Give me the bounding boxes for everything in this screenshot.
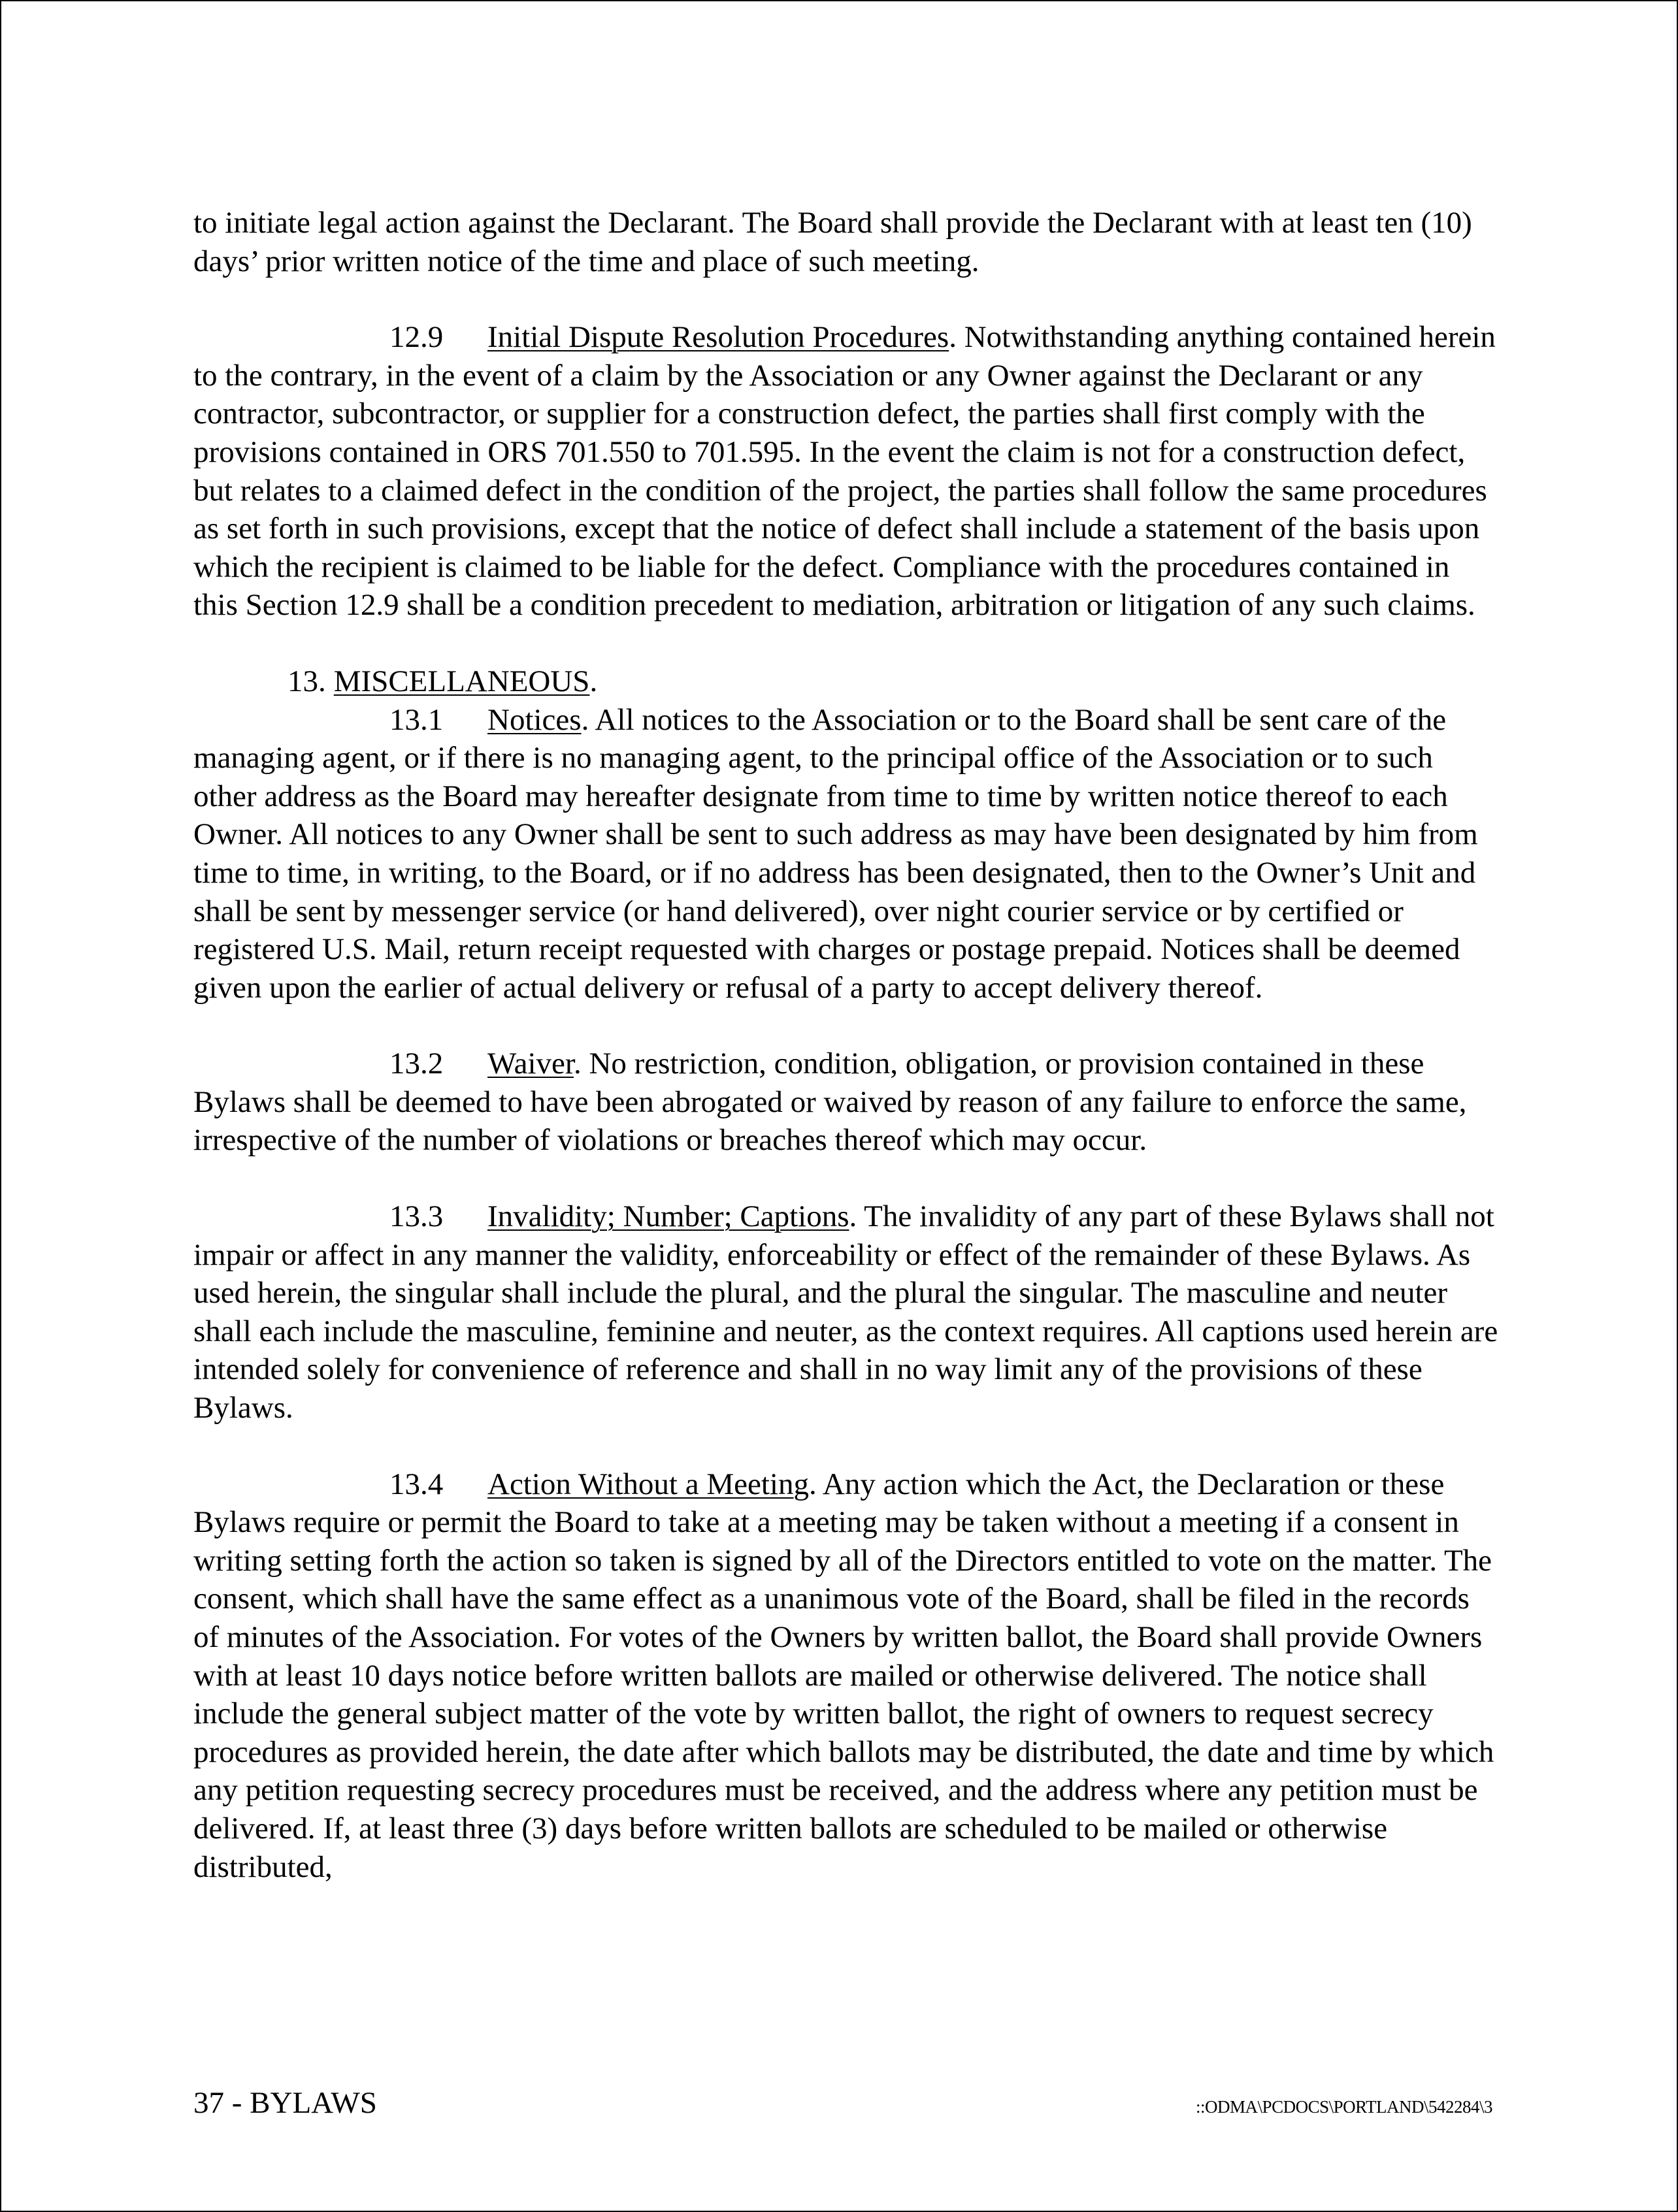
paragraph-continuation: to initiate legal action against the Declarant. The Board shall provide the Declarant with at least ten (10) days’ prior written notice of the time and place of such meeting.	[193, 206, 1472, 278]
section-number: 13.4	[389, 1467, 444, 1501]
section-12-9	[193, 318, 1500, 625]
section-text: . Notwithstanding anything contained herein to the contrary, in the event of a claim by the Association or any Owner against the Declarant or any contractor, subcontractor, or supplier for a construction defect, the parties shall first comply with the provisions contained in ORS 701.550 to 701.595. In the event the claim is not for a construction defect, but relates to a claimed defect in the condition of the project, the parties shall follow the same procedures as set forth in such provisions, except that the notice of defect shall include a statement of the basis upon which the recipient is claimed to be liable for the defect. Compliance with the procedures contained in this Section 12.9 shall be a condition precedent to mediation, arbitration or litigation of any such claims.	[193, 320, 1496, 623]
section-13-3	[193, 1197, 1500, 1427]
section-text: . The invalidity of any part of these Bylaws shall not impair or affect in any manner the validity, enforceability or effect of the remainder of these Bylaws. As used herein, the singular shall include the plural, and the plural the singular. The masculine and neuter shall each include the masculine, feminine and neuter, as the context requires. All captions used herein are intended solely for convenience of reference and shall in no way limit any of the provisions of these Bylaws.	[193, 1199, 1498, 1425]
footer-page-label: 37 - BYLAWS	[193, 2086, 377, 2120]
section-title-suffix: .	[589, 664, 598, 698]
section-title: Invalidity; Number; Captions	[487, 1199, 849, 1234]
section-13-1	[193, 701, 1500, 1007]
section-number: 13.3	[389, 1199, 444, 1234]
section-13-4	[193, 1465, 1500, 1887]
section-number: 13.1	[389, 702, 444, 737]
section-text: . All notices to the Association or to the Board shall be sent care of the managing agent, or if there is no managing agent, to the principal office of the Association or to such other address as the Board may hereafter designate from time to time by written notice thereof to each Owner. All notices to any Owner shall be sent to such address as may have been designated by him from time to time, in writing, to the Board, or if no address has been designated, then to the Owner’s Unit and shall be sent by messenger service (or hand delivered), over night courier service or by certified or registered U.S. Mail, return receipt requested with charges or postage prepaid. Notices shall be deemed given upon the earlier of actual delivery or refusal of a party to accept delivery thereof.	[193, 702, 1478, 1005]
section-title: Action Without a Meeting	[487, 1467, 809, 1501]
section-number: 12.9	[389, 320, 444, 355]
document-body	[193, 204, 1500, 1924]
section-text: . Any action which the Act, the Declaration or these Bylaws require or permit the Board to take at a meeting may be taken without a meeting if a consent in writing setting forth the action so taken is signed by all of the Directors entitled to vote on the matter. The consent, which shall have the same effect as a unanimous vote of the Board, shall be filed in the records of minutes of the Association. For votes of the Owners by written ballot, the Board shall provide Owners with at least 10 days notice before written ballots are mailed or otherwise delivered. The notice shall include the general subject matter of the vote by written ballot, the right of owners to request secrecy procedures as provided herein, the date after which ballots may be distributed, the date and time by which any petition requesting secrecy procedures must be received, and the address where any petition must be delivered. If, at least three (3) days before written ballots are scheduled to be mailed or otherwise distributed,	[193, 1467, 1494, 1884]
section-title: Notices	[487, 702, 582, 737]
section-13-2	[193, 1045, 1500, 1160]
section-13-heading	[193, 662, 1500, 701]
section-title: Initial Dispute Resolution Procedures	[487, 320, 949, 355]
section-title: Waiver	[487, 1047, 574, 1081]
section-title: MISCELLANEOUS	[333, 664, 590, 698]
section-text: . No restriction, condition, obligation, or provision contained in these Bylaws shall be deemed to have been abrogated or waived by reason of any failure to enforce the same, irrespective of the number of violations or breaches thereof which may occur.	[193, 1047, 1467, 1158]
section-number: 13.2	[389, 1047, 444, 1081]
footer-document-id: ::ODMA\PCDOCS\PORTLAND\542284\3	[1196, 2097, 1492, 2117]
section-number: 13.	[288, 664, 326, 698]
